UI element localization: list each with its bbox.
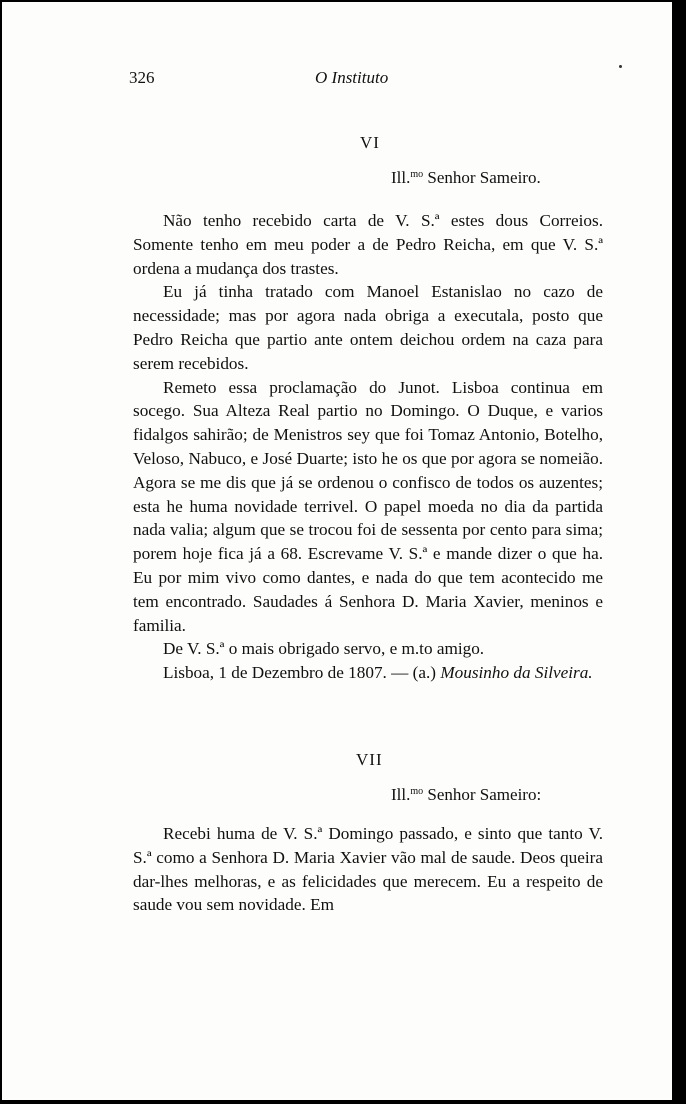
letter-body-vi — [133, 209, 603, 685]
letter-salutation-vi — [391, 168, 541, 188]
book-page — [2, 2, 677, 1100]
salutation-prefix: Ill. — [391, 785, 411, 804]
scan-speck — [619, 65, 622, 68]
salutation-name: Senhor Sameiro: — [423, 785, 542, 804]
page-number: 326 — [129, 68, 155, 87]
running-title: O Instituto — [315, 68, 389, 87]
page-header — [129, 68, 609, 92]
letter-numeral-vi: VI — [360, 133, 380, 152]
letter-salutation-vii — [391, 785, 541, 805]
paragraph: Remeto essa proclamação do Junot. Lisboa continua em socego. Sua Alteza Real partio no Domingo. O Duque, e varios fidalgos sahirão; de Menistros sey que foi Tomaz Antonio, Botelho, Veloso, Nabuco, e José Duarte; isto he os que por agora se nomeião. Agora se me dis que já se ordenou o confisco de todos os auzentes; esta he huma novidade terrivel. O papel moeda no dia da partida nada valia; algum que se trocou foi de sessenta por cento para sima; porem hoje fica já a 68. Escrevame V. S.ª e mande dizer o que ha. Eu por mim vivo como dantes, e nada do que tem acontecido me tem encontrado. Saudades á Senhora D. Maria Xavier, meninos e familia. — [133, 377, 603, 635]
salutation-superscript: mo — [410, 786, 424, 797]
letter-numeral-vii: VII — [356, 750, 383, 769]
letter-closing — [133, 661, 603, 685]
paragraph: De V. S.ª o mais obrigado servo, e m.to amigo. — [163, 639, 485, 659]
letter-body-vii — [133, 822, 603, 917]
salutation-prefix: Ill. — [391, 168, 411, 187]
salutation-name: Senhor Sameiro. — [423, 168, 541, 187]
paragraph: Não tenho recebido carta de V. S.ª estes dous Correios. Somente tenho em meu poder a de Pedro Reicha, em que V. S.ª ordena a mudança dos trastes. — [133, 211, 603, 278]
salutation-superscript: mo — [410, 169, 424, 180]
signature: Mousinho da Silveira. — [440, 663, 593, 683]
paragraph: Eu já tinha tratado com Manoel Estanislao no cazo de necessidade; mas por agora nada obriga a executala, posto que Pedro Reicha que partio ante ontem deichou ordem na caza para serem recebidos. — [133, 282, 603, 373]
paragraph: Recebi huma de V. S.ª Domingo passado, e sinto que tanto V. S.ª como a Senhora D. Maria Xavier vão mal de saude. Deos queira dar-lhes melhoras, e as felicidades que merecem. Eu a respeito de saude vou sem novidade. Em — [133, 824, 603, 915]
closing-date: Lisboa, 1 de Dezembro de 1807. — (a.) — [163, 663, 441, 683]
